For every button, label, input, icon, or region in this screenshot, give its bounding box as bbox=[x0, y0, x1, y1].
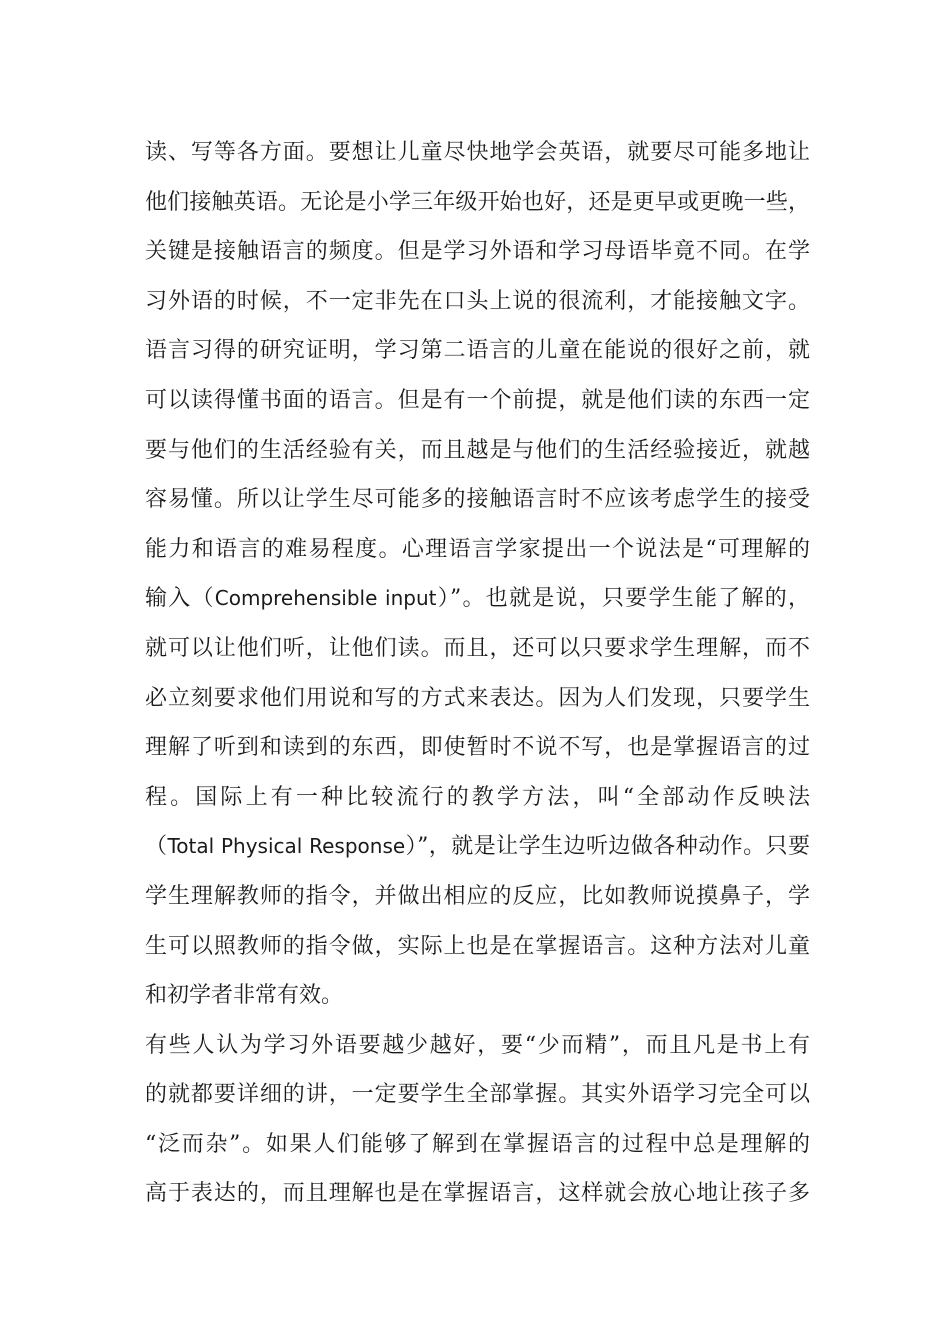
text-line: 和初学者非常有效。 bbox=[145, 983, 344, 1009]
text-line: 必立刻要求他们用说和写的方式来表达。因为人们发现，只要学生 bbox=[145, 685, 810, 711]
text-line: 输入（Comprehensible input）”。也就是说，只要学生能了解的， bbox=[145, 586, 810, 612]
latin-term: Comprehensible input bbox=[214, 586, 437, 611]
text-line: 习外语的时候，不一定非先在口头上说的很流利，才能接触文字。 bbox=[145, 288, 810, 314]
text-line: 理解了听到和读到的东西，即使暂时不说不写，也是掌握语言的过 bbox=[145, 735, 810, 761]
text-line: 关键是接触语言的频度。但是学习外语和学习母语毕竟不同。在学 bbox=[145, 239, 810, 265]
text-line: 高于表达的，而且理解也是在掌握语言，这样就会放心地让孩子多 bbox=[145, 1181, 810, 1207]
text-line: 读、写等各方面。要想让儿童尽快地学会英语，就要尽可能多地让 bbox=[145, 140, 810, 165]
text-line: 能力和语言的难易程度。心理语言学家提出一个说法是“可理解的 bbox=[145, 536, 810, 562]
latin-term: Total Physical Response bbox=[167, 834, 406, 859]
text-line: 学生理解教师的指令，并做出相应的反应，比如教师说摸鼻子，学 bbox=[145, 883, 810, 909]
text-line: 容易懂。所以让学生尽可能多的接触语言时不应该考虑学生的接受 bbox=[145, 487, 810, 513]
text-line: 生可以照教师的指令做，实际上也是在掌握语言。这种方法对儿童 bbox=[145, 933, 810, 959]
text-line: 他们接触英语。无论是小学三年级开始也好，还是更早或更晚一些， bbox=[145, 189, 810, 215]
text-line: “泛而杂”。如果人们能够了解到在掌握语言的过程中总是理解的 bbox=[145, 1131, 810, 1157]
text-line: 语言习得的研究证明，学习第二语言的儿童在能说的很好之前，就 bbox=[145, 338, 810, 364]
text-line: 就可以让他们听，让他们读。而且，还可以只要求学生理解，而不 bbox=[145, 635, 810, 661]
text-line: 的就都要详细的讲，一定要学生全部掌握。其实外语学习完全可以 bbox=[145, 1082, 810, 1108]
text-line: 程。国际上有一种比较流行的教学方法，叫“全部动作反映法 bbox=[145, 784, 810, 810]
body-text bbox=[145, 128, 810, 1219]
text-line: （Total Physical Response）”，就是让学生边听边做各种动作。只要 bbox=[145, 834, 810, 860]
text-line: 有些人认为学习外语要越少越好，要“少而精”，而且凡是书上有 bbox=[145, 1032, 810, 1058]
text-line: 要与他们的生活经验有关，而且越是与他们的生活经验接近，就越 bbox=[145, 437, 810, 463]
text-line: 可以读得懂书面的语言。但是有一个前提，就是他们读的东西一定 bbox=[145, 387, 810, 413]
